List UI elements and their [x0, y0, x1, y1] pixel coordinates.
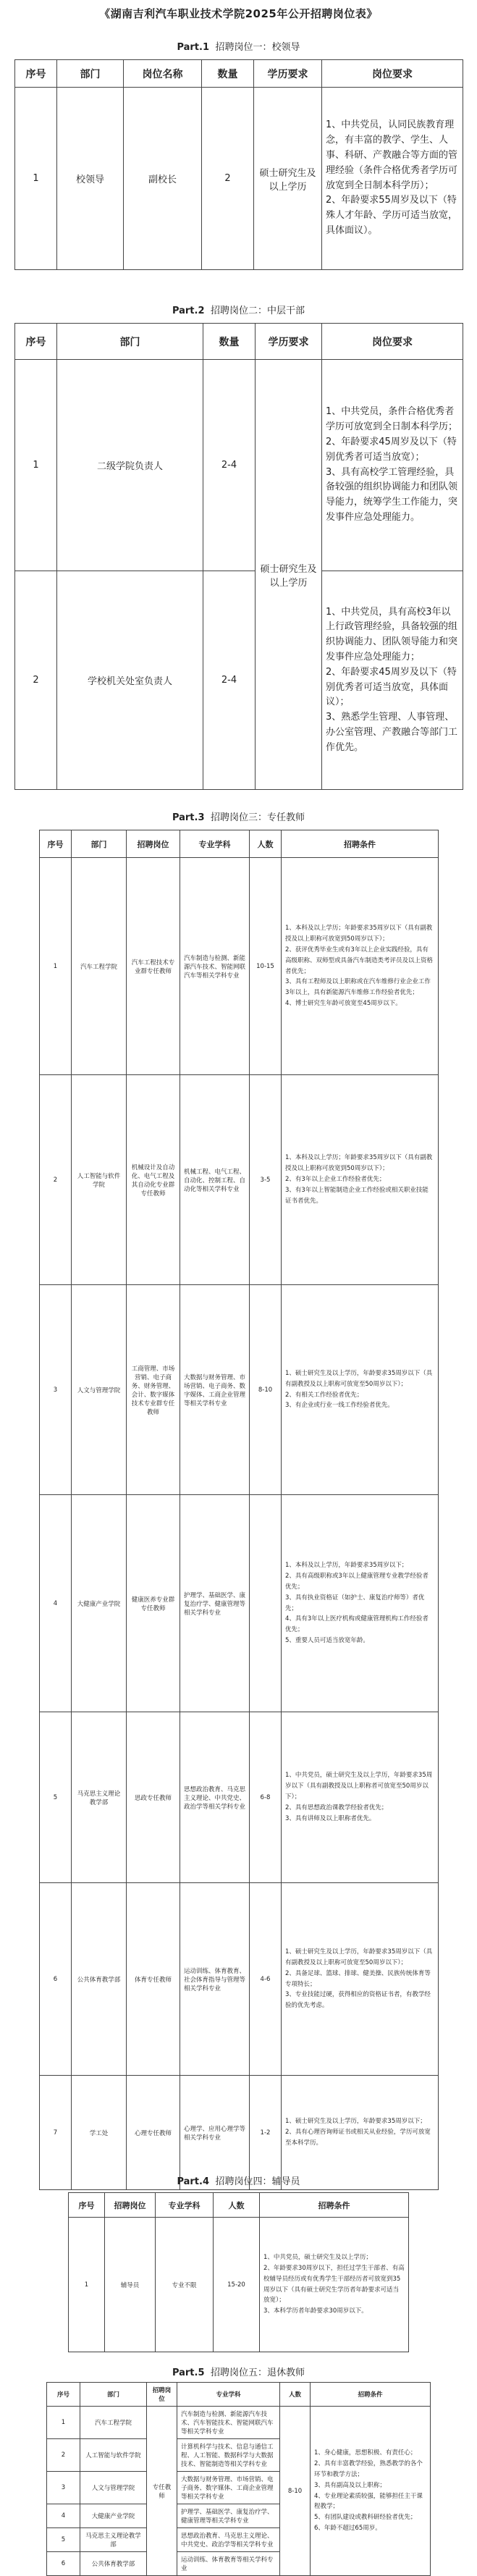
department-cell: 人文与管理学院 — [72, 1285, 127, 1495]
header-cell: 招聘岗位 — [147, 2383, 177, 2407]
part5-table — [46, 2382, 431, 2576]
row-number: 5 — [40, 1712, 72, 1883]
header-cell: 专业学科 — [156, 2193, 214, 2218]
part3-label: Part.3 — [172, 812, 205, 823]
count-cell: 10-15 — [250, 858, 282, 1075]
department-cell: 学工处 — [72, 2076, 127, 2190]
part2-label: Part.2 — [172, 306, 205, 316]
table-row — [40, 1883, 439, 2076]
requirement-cell: 1、硕士研究生及以上学历，年龄要求35周岁以下； 2、具有心理咨询师证书或相关从业经验，学历可放宽至本科学历。 — [282, 2076, 439, 2190]
part1-header-row — [15, 60, 463, 88]
requirement-cell: 1、中共党员，硕士研究生及以上学历； 2、年龄要求30周岁以下，担任过学生干部者、有高校辅导员经历或有优秀学生干部经历者可放宽到35周岁以下（具有硕士研究生学历者年龄要求可适当放宽）； 3、本科学历者年龄要求30周岁以下。 — [260, 2218, 409, 2352]
table-row — [15, 88, 463, 270]
department-cell: 人文与管理学院 — [80, 2472, 147, 2504]
position-cell: 汽车工程技术专业群专任教师 — [127, 858, 180, 1075]
row-number: 1 — [15, 360, 57, 571]
header-cell: 学历要求 — [256, 324, 322, 360]
part1-table — [14, 59, 463, 270]
position-cell: 工商管理、市场营销、电子商务、财务管理、会计、数字媒体技术专业群专任教师 — [127, 1285, 180, 1495]
row-number: 1 — [69, 2218, 105, 2352]
table-row — [40, 1495, 439, 1712]
table-row — [15, 571, 463, 790]
header-cell: 数量 — [202, 60, 254, 88]
table-row — [40, 1285, 439, 1495]
part3-subtitle: 招聘岗位三：专任教师 — [211, 812, 305, 823]
position-cell: 思政专任教师 — [127, 1712, 180, 1883]
part2-heading — [0, 303, 477, 316]
header-cell: 招聘条件 — [282, 830, 439, 858]
header-cell: 人数 — [280, 2383, 311, 2407]
requirement-cell: 1、硕士研究生及以上学历，年龄要求35周岁以下（具有副教授及以上职称可放宽至50周岁以下）； 2、具备足球、篮球、排球、健美操、民族传统体育等专项特长； 3、专业技能过硬，获得相应的资格证书者，有教学经验的优先考虑。 — [282, 1883, 439, 2076]
header-cell: 部门 — [57, 324, 203, 360]
header-cell: 部门 — [80, 2383, 147, 2407]
header-cell: 招聘条件 — [260, 2193, 409, 2218]
row-number: 6 — [47, 2552, 80, 2576]
part3-table — [39, 830, 439, 2190]
position-cell: 健康医养专业群专任教师 — [127, 1495, 180, 1712]
department-cell: 人工智能与软件学院 — [80, 2439, 147, 2472]
requirement-cell: 1、本科及以上学历，年龄要求35周岁以下； 2、具有高级职称或3年以上健康管理专业教学经验者优先； 3、具有执业资格证（如护士、康复治疗师等）者优先； 4、具有3年以上医疗机构或健康管理机构工作经验者优先； 5、重要人员可适当放宽年龄。 — [282, 1495, 439, 1712]
row-number: 1 — [40, 858, 72, 1075]
header-cell: 人数 — [214, 2193, 260, 2218]
header-cell: 部门 — [57, 60, 124, 88]
requirement-cell: 1、中共党员，条件合格优秀者学历可放宽到全日制本科学历； 2、年龄要求45周岁及以下（特别优秀者可适当放宽）； 3、具有高校学工管理经验，具备较强的组织协调能力和团队领导能力，统筹学生工作能力，突发事件应急处理能力。 — [322, 360, 463, 571]
row-number: 1 — [15, 88, 57, 270]
header-cell: 招聘条件 — [311, 2383, 431, 2407]
header-cell: 岗位名称 — [124, 60, 202, 88]
major-cell: 思想政治教育、马克思主义理论、中共党史、政治学等相关学科专业 — [180, 1712, 250, 1883]
requirement-cell: 1、身心健康，思想积极、有责任心； 2、具有丰富教学经验，熟悉教学的各个环节和教学方法； 3、具有副高及以上职称； 4、专业理论素质较强，能够担任主干课程教学； 5、有团队建设或教科研经验者优先； 6、年龄不超过65周岁。 — [311, 2407, 431, 2576]
part4-label: Part.4 — [177, 2176, 209, 2187]
position-cell: 副校长 — [124, 88, 202, 270]
department-cell: 大健康产业学院 — [72, 1495, 127, 1712]
part4-heading — [0, 2173, 477, 2187]
position-cell: 体育专任教师 — [127, 1883, 180, 2076]
table-row — [69, 2218, 409, 2352]
department-cell: 马克思主义理论教学部 — [72, 1712, 127, 1883]
count-cell: 2-4 — [203, 571, 256, 790]
position-cell: 辅导员 — [105, 2218, 156, 2352]
count-cell: 3-5 — [250, 1075, 282, 1285]
part4-header-row — [69, 2193, 409, 2218]
major-cell: 专业不限 — [156, 2218, 214, 2352]
part2-table — [14, 323, 463, 790]
count-cell: 6-8 — [250, 1712, 282, 1883]
department-cell: 校领导 — [57, 88, 124, 270]
part1-heading — [0, 39, 477, 53]
header-cell: 岗位要求 — [322, 60, 463, 88]
table-row — [40, 1075, 439, 1285]
row-number: 5 — [47, 2528, 80, 2552]
row-number: 3 — [40, 1285, 72, 1495]
department-cell: 学校机关处室负责人 — [57, 571, 203, 790]
header-cell: 专业学科 — [180, 830, 250, 858]
department-cell: 大健康产业学院 — [80, 2504, 147, 2528]
requirement-cell: 1、硕士研究生及以上学历，年龄要求35周岁以下（具有副教授及以上职称可放宽至50周岁以下）； 2、有相关工作经验者优先； 3、有企业或行业一线工作经验者优先。 — [282, 1285, 439, 1495]
header-cell: 学历要求 — [254, 60, 322, 88]
table-row — [40, 1712, 439, 1883]
row-number: 2 — [15, 571, 57, 790]
count-cell — [250, 1495, 282, 1712]
row-number: 1 — [47, 2407, 80, 2439]
row-number: 2 — [47, 2439, 80, 2472]
count-cell: 2 — [202, 88, 254, 270]
header-cell: 人数 — [250, 830, 282, 858]
major-cell: 运动训练、体育教育等相关学科专业 — [177, 2552, 280, 2576]
part5-label: Part.5 — [172, 2367, 205, 2378]
major-cell: 心理学、应用心理学等相关学科专业 — [180, 2076, 250, 2190]
part4-table — [68, 2192, 409, 2352]
header-cell: 数量 — [203, 324, 256, 360]
requirement-cell: 1、中共党员，硕士研究生及以上学历，年龄要求35周岁以下（具有副教授及以上职称者可放宽至50周岁以下）； 2、具有思想政治课教学经验者优先； 3、具有讲师及以上职称者优先。 — [282, 1712, 439, 1883]
count-cell: 8-10 — [280, 2407, 311, 2576]
part4-subtitle: 招聘岗位四：辅导员 — [215, 2176, 300, 2187]
part5-heading — [0, 2365, 477, 2378]
major-cell: 汽车制造与检测、新能源汽车技术、汽车智能技术、智能网联汽车等相关学科专业 — [177, 2407, 280, 2439]
part3-header-row — [40, 830, 439, 858]
position-cell: 机械设计及自动化、电气工程及其自动化专业群专任教师 — [127, 1075, 180, 1285]
position-cell: 专任教师 — [147, 2407, 177, 2576]
count-cell: 8-10 — [250, 1285, 282, 1495]
header-cell: 岗位要求 — [322, 324, 463, 360]
major-cell: 大数据与财务管理、市场营销、电子商务、数字媒体、工商企业管理等相关学科专业 — [177, 2472, 280, 2504]
row-number: 4 — [40, 1495, 72, 1712]
table-row — [40, 2076, 439, 2190]
row-number: 6 — [40, 1883, 72, 2076]
department-cell: 公共体育教学部 — [72, 1883, 127, 2076]
education-cell: 硕士研究生及以上学历 — [254, 88, 322, 270]
header-cell: 专业学科 — [177, 2383, 280, 2407]
part5-subtitle: 招聘岗位五：退休教师 — [211, 2367, 305, 2378]
part2-subtitle: 招聘岗位二：中层干部 — [211, 306, 305, 316]
row-number: 3 — [47, 2472, 80, 2504]
header-cell: 招聘岗位 — [127, 830, 180, 858]
department-cell: 二级学院负责人 — [57, 360, 203, 571]
header-cell: 序号 — [15, 60, 57, 88]
part5-header-row — [47, 2383, 431, 2407]
count-cell: 15-20 — [214, 2218, 260, 2352]
department-cell: 马克思主义理论教学部 — [80, 2528, 147, 2552]
position-cell: 心理专任教师 — [127, 2076, 180, 2190]
table-row — [47, 2407, 431, 2439]
document-title: 《湖南吉利汽车职业技术学院2025年公开招聘岗位表》 — [99, 7, 378, 20]
major-cell: 运动训练、体育教育、社会体育指导与管理等相关学科专业 — [180, 1883, 250, 2076]
row-number: 4 — [47, 2504, 80, 2528]
part3-heading — [0, 809, 477, 823]
department-cell: 公共体育教学部 — [80, 2552, 147, 2576]
requirement-cell: 1、本科及以上学历；年龄要求35周岁以下（具有副教授及以上职称可放宽到50周岁以下）； 2、获评优秀毕业生或有3年以上企业实践经验，具有高级职称、双师型或具备汽车制造类考评员及以上资格者优先； 3、具有工程师及以上职称或在汽车维修行业企业工作3年以上，具有新能源汽车维修工作经验者优先； 4、博士研究生年龄可放宽至45周岁以下。 — [282, 858, 439, 1075]
table-row — [40, 858, 439, 1075]
part1-label: Part.1 — [177, 42, 209, 53]
education-cell: 硕士研究生及以上学历 — [256, 360, 322, 790]
major-cell: 计算机科学与技术、信息与通信工程、人工智能、数据科学与大数据技术、智能制造等相关学科专业 — [177, 2439, 280, 2472]
requirement-cell: 1、本科及以上学历；年龄要求35周岁以下（具有副教授及以上职称可放宽到50周岁以下）； 2、有3年以上企业工作经验者优先； 3、有3年以上智能制造企业工作经验或相关职业技能证书者优先。 — [282, 1075, 439, 1285]
department-cell: 汽车工程学院 — [72, 858, 127, 1075]
count-cell: 1-2 — [250, 2076, 282, 2190]
count-cell: 2-4 — [203, 360, 256, 571]
count-cell: 4-6 — [250, 1883, 282, 2076]
header-cell: 招聘岗位 — [105, 2193, 156, 2218]
major-cell: 机械工程、电气工程、自动化、控制工程、自动化等相关学科专业 — [180, 1075, 250, 1285]
header-cell: 序号 — [15, 324, 57, 360]
part1-subtitle: 招聘岗位一：校领导 — [215, 42, 300, 53]
header-cell: 部门 — [72, 830, 127, 858]
major-cell: 护理学、基础医学、康复治疗学、健康管理等相关学科专业 — [177, 2504, 280, 2528]
major-cell: 汽车制造与检测、新能源汽车技术、智能网联汽车等相关学科专业 — [180, 858, 250, 1075]
header-cell: 序号 — [69, 2193, 105, 2218]
header-cell: 序号 — [40, 830, 72, 858]
requirement-cell: 1、中共党员，具有高校3年以上行政管理经验，具备较强的组织协调能力、团队领导能力和突发事件应急处理能力； 2、年龄要求45周岁及以下（特别优秀者可适当放宽，具体面议）； 3、熟悉学生管理、人事管理、办公室管理、产教融合等部门工作优先。 — [322, 571, 463, 790]
table-row — [15, 360, 463, 571]
requirement-cell: 1、中共党员，认同民族教育理念，有丰富的教学、学生、人事、科研、产教融合等方面的管理经验（条件合格优秀者学历可放宽到全日制本科学历）； 2、年龄要求55周岁及以下（特殊人才年龄、学历可适当放宽，具体面议）。 — [322, 88, 463, 270]
row-number: 7 — [40, 2076, 72, 2190]
department-cell: 汽车工程学院 — [80, 2407, 147, 2439]
department-cell: 人工智能与软件学院 — [72, 1075, 127, 1285]
header-cell: 序号 — [47, 2383, 80, 2407]
part2-header-row — [15, 324, 463, 360]
major-cell: 大数据与财务管理、市场营销、电子商务、数字媒体、工商企业管理等相关学科专业 — [180, 1285, 250, 1495]
row-number: 2 — [40, 1075, 72, 1285]
major-cell: 思想政治教育、马克思主义理论、中共党史、政治学等相关学科专业 — [177, 2528, 280, 2552]
major-cell: 护理学、基础医学、康复治疗学、健康管理等相关学科专业 — [180, 1495, 250, 1712]
